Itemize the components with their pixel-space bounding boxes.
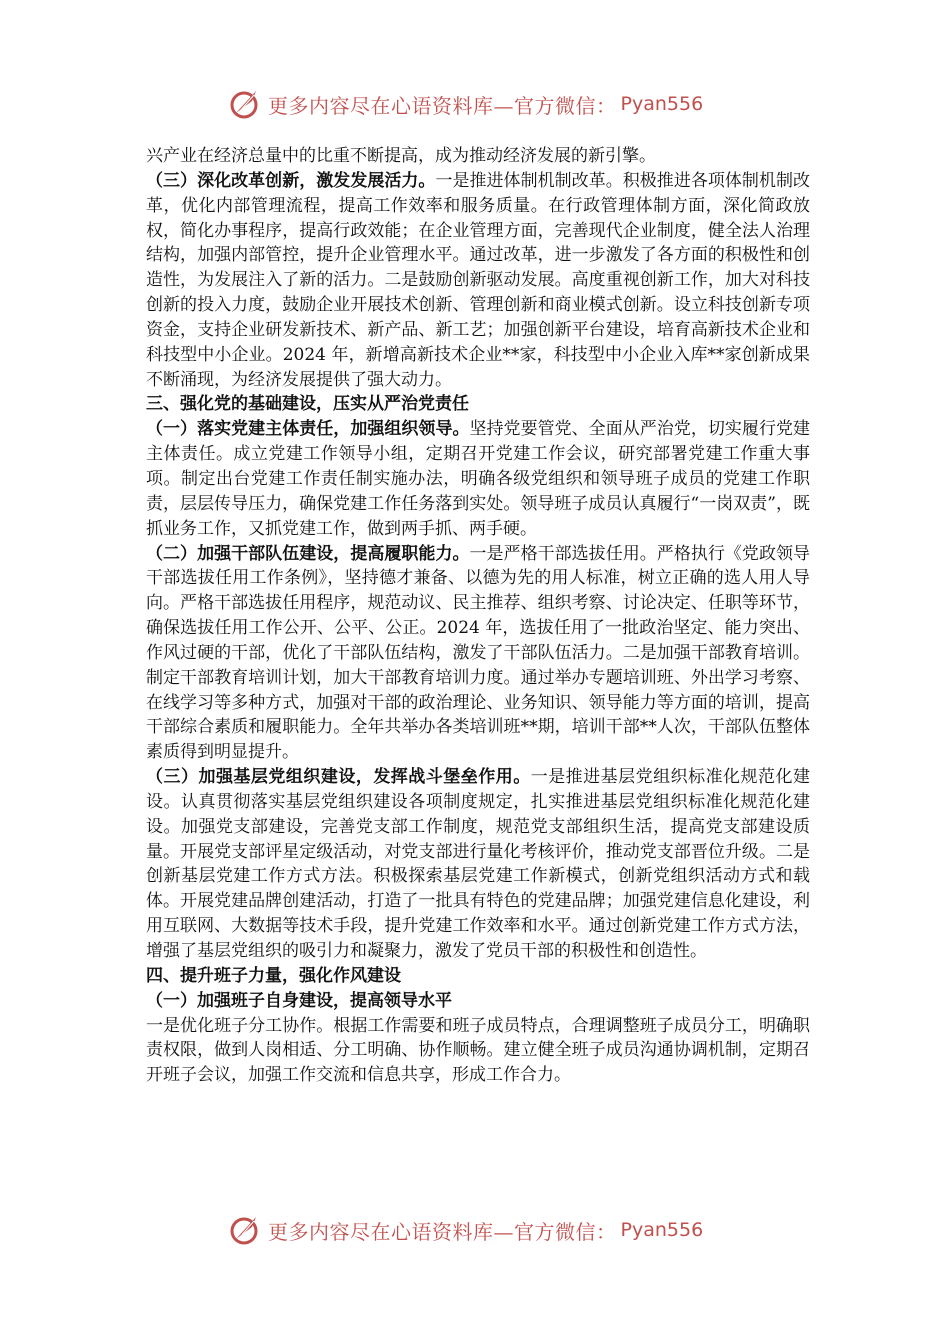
paragraph bbox=[146, 417, 810, 541]
watermark-wechat-id: Pyan556 bbox=[620, 93, 704, 115]
quill-logo-icon bbox=[228, 87, 262, 121]
subsection-heading bbox=[146, 989, 810, 1014]
paragraph-text: 坚持党要管党、全面从严治党，切实履行党建主体责任。成立党建工作领导小组，定期召开党建工作会议，研究部署党建工作重大事项。制定出台党建工作责任制实施办法，明确各级党组织和领导班子成员的党建工作职责，层层传导压力，确保党建工作任务落到实处。领导班子成员认真履行“一岗双责”，既抓业务工作，又抓党建工作，做到两手抓、两手硬。 bbox=[146, 419, 810, 539]
paragraph bbox=[146, 169, 810, 393]
paragraph-heading: 三、强化党的基础建设，压实从严治党责任 bbox=[146, 394, 469, 415]
paragraph bbox=[146, 1014, 810, 1089]
watermark-footer bbox=[228, 1210, 748, 1250]
section-heading bbox=[146, 392, 810, 417]
paragraph-text: 一是严格干部选拔任用。严格执行《党政领导干部选拔任用工作条例》，坚持德才兼备、以德为先的用人标准，树立正确的选人用人导向。严格干部选拔任用程序，规范动议、民主推荐、组织考察、讨论决定、任职等环节，确保选拔任用工作公开、公平、公正。2024 年，选拔任用了一批政治坚定、能力突出、作风过硬的干部，优化了干部队伍结构，激发了干部队伍活力。二是加强干部教育培训。制定干部教育培训计划，加大干部教育培训力度。通过举办专题培训班、外出学习考察、在线学习等多种方式，加强对干部的政治理论、业务知识、领导能力等方面的培训，提高干部综合素质和履职能力。全年共举办各类培训班**期，培训干部**人次，干部队伍整体素质得到明显提升。 bbox=[146, 543, 810, 763]
paragraph-heading: （一）落实党建主体责任，加强组织领导。 bbox=[146, 419, 470, 440]
paragraph-heading: （三）深化改革创新，激发发展活力。 bbox=[146, 170, 436, 191]
paragraph-heading: （二）加强干部队伍建设，提高履职能力。 bbox=[146, 543, 470, 564]
quill-logo-icon bbox=[228, 1213, 262, 1247]
watermark-text: 更多内容尽在心语资料库—官方微信： bbox=[268, 93, 617, 118]
paragraph-heading: （一）加强班子自身建设，提高领导水平 bbox=[146, 990, 452, 1011]
document-body bbox=[146, 144, 810, 1088]
section-heading bbox=[146, 964, 810, 989]
paragraph-text: 一是推进体制机制改革。积极推进各项体制机制改革，优化内部管理流程，提高工作效率和服务质量。在行政管理体制方面，深化简政放权，简化办事程序，提高行政效能；在企业管理方面，完善现代企业制度，健全法人治理结构，加强内部管控，提升企业管理水平。通过改革，进一步激发了各方面的积极性和创造性，为发展注入了新的活力。二是鼓励创新驱动发展。高度重视创新工作，加大对科技创新的投入力度，鼓励企业开展技术创新、管理创新和商业模式创新。设立科技创新专项资金，支持企业研发新技术、新产品、新工艺；加强创新平台建设，培育高新技术企业和科技型中小企业。2024 年，新增高新技术企业**家，科技型中小企业入库**家创新成果不断涌现，为经济发展提供了强大动力。 bbox=[146, 170, 811, 390]
paragraph-text: 一是优化班子分工协作。根据工作需要和班子成员特点，合理调整班子成员分工，明确职责权限，做到人岗相适、分工明确、协作顺畅。建立健全班子成员沟通协调机制，定期召开班子会议，加强工作交流和信息共享，形成工作合力。 bbox=[146, 1015, 810, 1086]
watermark-wechat-id: Pyan556 bbox=[620, 1219, 704, 1241]
paragraph bbox=[146, 144, 810, 169]
watermark-text: 更多内容尽在心语资料库—官方微信： bbox=[268, 1219, 617, 1244]
paragraph bbox=[146, 765, 810, 964]
paragraph bbox=[146, 542, 810, 766]
paragraph-heading: 四、提升班子力量，强化作风建设 bbox=[146, 965, 401, 986]
paragraph-text: 兴产业在经济总量中的比重不断提高，成为推动经济发展的新引擎。 bbox=[146, 146, 656, 166]
watermark-header bbox=[228, 84, 748, 124]
paragraph-text: 一是推进基层党组织标准化规范化建设。认真贯彻落实基层党组织建设各项制度规定，扎实推进基层党组织标准化规范化建设。加强党支部建设，完善党支部工作制度，规范党支部组织生活，提高党支部建设质量。开展党支部评星定级活动，对党支部进行量化考核评价，推动党支部晋位升级。二是创新基层党建工作方式方法。积极探索基层党建工作新模式，创新党组织活动方式和载体。开展党建品牌创建活动，打造了一批具有特色的党建品牌；加强党建信息化建设，利用互联网、大数据等技术手段，提升党建工作效率和水平。通过创新党建工作方式方法，增强了基层党组织的吸引力和凝聚力，激发了党员干部的积极性和创造性。 bbox=[146, 767, 810, 961]
paragraph-heading: （三）加强基层党组织建设，发挥战斗堡垒作用。 bbox=[146, 767, 531, 788]
